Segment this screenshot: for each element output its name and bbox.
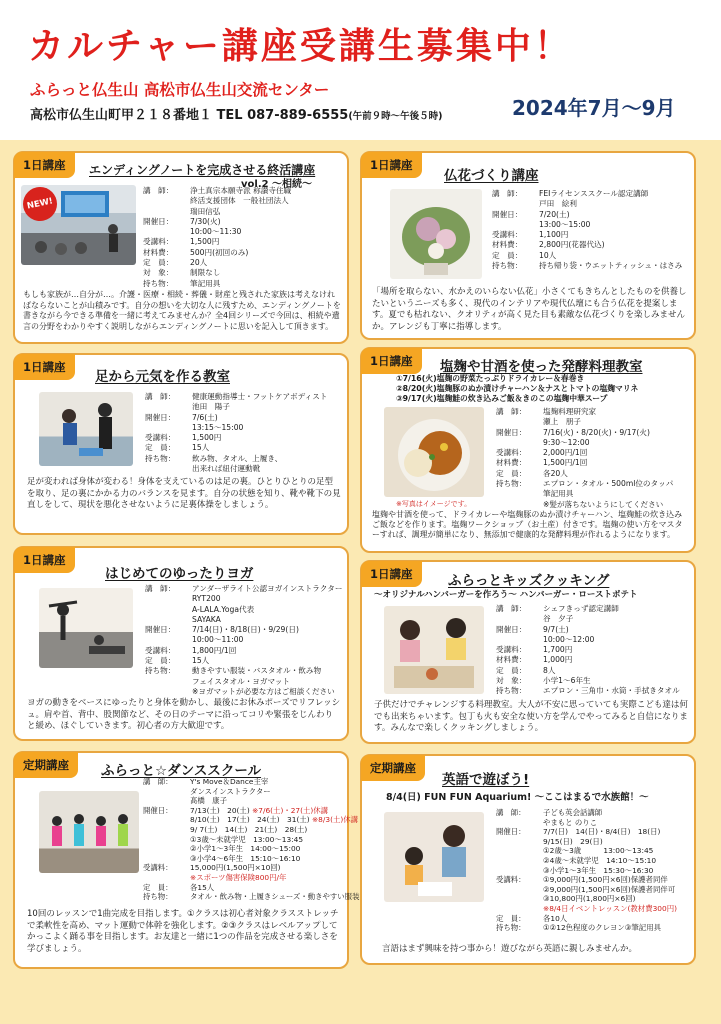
info-value: ①②12色程度のクレヨン③筆記用具 — [543, 923, 661, 933]
new-badge: NEW! — [20, 184, 60, 224]
yoga-figure-arms — [49, 602, 77, 606]
course-type-tag: 定期講座 — [14, 752, 78, 778]
info-key — [145, 464, 192, 474]
info-value: 塩麹料理研究家 — [543, 407, 597, 416]
organizer-name: ふらっと仏生山 高松市仏生山交流センター — [30, 81, 330, 99]
course-card-foot-health — [13, 353, 349, 535]
info-key — [143, 227, 190, 237]
info-key — [492, 220, 539, 230]
address-line — [30, 104, 443, 123]
info-key — [143, 854, 190, 864]
course-type-tag: 1日講座 — [14, 354, 75, 380]
course-title: エンディングノートを完成させる終活講座 — [89, 163, 316, 177]
info-key: 持ち物： — [496, 923, 526, 933]
info-key: 講 師： — [492, 189, 523, 198]
participant-figure — [98, 403, 112, 417]
dancer-costume — [74, 824, 84, 846]
dancer-costume — [118, 824, 128, 846]
info-value: 1,100円 — [539, 230, 569, 240]
course-info — [143, 777, 359, 902]
worksheet — [418, 882, 452, 896]
info-note: ※スポーツ傷害保険800円/年 — [190, 872, 287, 882]
info-key: 定 員： — [145, 443, 176, 453]
info-value: 小学1～6年生 — [543, 676, 591, 686]
teacher-body — [442, 847, 466, 877]
info-key: 受講料： — [145, 433, 176, 443]
info-value: SAYAKA — [192, 614, 221, 624]
info-key: 講 師： — [143, 777, 173, 786]
info-value: エプロン・タオル・500ml位のタッパ — [543, 479, 674, 489]
course-card-yoga — [13, 546, 349, 741]
info-key — [496, 417, 543, 427]
course-photo — [39, 588, 133, 668]
info-key: 講 師： — [143, 186, 174, 195]
info-value: エプロン・三角巾・水筒・手拭きタオル — [543, 686, 680, 696]
session-item: ①7/16(火)塩麹の野菜たっぷりドライカレー＆春巻き — [396, 374, 585, 383]
info-value: 15人 — [192, 443, 210, 453]
info-value: やまもと のりこ — [543, 817, 598, 827]
course-type-tag: 定期講座 — [361, 755, 425, 781]
info-key: 受講料： — [143, 863, 173, 873]
info-key: 持ち物： — [143, 892, 173, 902]
info-value: 20人 — [190, 258, 208, 268]
info-value: 持ち帰り袋・ウエットティッシュ・はさみ — [539, 261, 683, 271]
info-value: ②9,000円(1,500円×6回)保護者同伴可 — [543, 884, 676, 894]
info-value: 1,500円 — [192, 433, 222, 443]
info-key: 講 師： — [496, 808, 526, 817]
info-key: 講 師： — [145, 392, 176, 401]
info-key — [145, 677, 192, 687]
info-key — [496, 489, 543, 499]
info-key: 講 師： — [496, 407, 527, 416]
info-key: 対 象： — [143, 268, 174, 278]
info-key — [145, 594, 192, 604]
info-value: 2,000円/1回 — [543, 448, 588, 458]
info-value: 筆記用具 — [190, 278, 221, 288]
info-value: 13:00～15:00 — [539, 219, 591, 229]
vase — [424, 263, 448, 275]
info-value: 7/14(日)・8/18(日)・9/29(日) — [192, 625, 299, 635]
info-key — [145, 402, 192, 412]
course-title: はじめてのゆったりヨガ — [105, 566, 254, 582]
info-value: 9/15(日) 29(日) — [543, 836, 603, 846]
info-value: ③小学4～6年生 15:10～16:10 — [190, 853, 301, 863]
yoga-class-illustration — [39, 588, 133, 668]
info-value: 9/ 7(土) 14(土) 21(土) 28(土) — [190, 824, 308, 834]
info-key — [145, 635, 192, 645]
info-key — [496, 894, 543, 904]
info-value: A-LALA.Yoga代表 — [192, 604, 255, 614]
info-key: 開催日： — [145, 412, 176, 422]
course-description: 足が変われば身体が変わる！身体を支えているのは足の裏。ひとりひとりの足型を取り、足の裏にかかる力のバランスを見ます。自分の状態を知り、靴や靴下の見直しをして、現状を悪化させないように足裏体操をしましょう。 — [27, 477, 341, 510]
course-description: 塩麹や甘酒を使って、ドライカレーや塩麹豚のぬか漬けチャーハン、塩麹鮭の炊き込みご飯などを作ります。塩麹ワークショップ（お土産）付きです。塩麹の使い方をマスターすれば、調理が簡単になり、無添加で健康的な発酵料理が作れるようになります。 — [372, 510, 683, 540]
info-key: 受講料： — [496, 448, 527, 458]
course-type-tag: 1日講座 — [361, 152, 422, 178]
info-key — [496, 635, 543, 645]
course-subtitle: vol.2 ～相続～ — [241, 179, 313, 190]
info-key: 定 員： — [496, 913, 526, 923]
info-key: 定 員： — [143, 258, 174, 268]
info-value: タオル・飲み物・上履きシューズ・動きやすい服装 — [190, 892, 360, 902]
herb-garnish — [429, 454, 435, 460]
course-description: 言語はまず興味を持つ事から！遊びながら英語に親しみませんか。 — [382, 944, 638, 954]
info-value: ※ヨガマットが必要な方はご相談ください — [192, 686, 335, 696]
info-value: フェイスタオル・ヨガマット — [192, 676, 290, 686]
course-description: 10回のレッスンで1曲完成を目指します。①クラスは初心者対象クラスストレッチで柔軟性を高め、マット運動で体幹を強化します。②③クラスはレベルアップしてかっこよく踊る事を目指します。お友達と一緒に1つの作品を完成させる楽しさを学びましょう。 — [27, 909, 339, 954]
info-value: FEIライセンススクール認定講師 — [539, 189, 649, 198]
child-apron — [400, 640, 420, 662]
info-value: 戸田 絵利 — [539, 199, 577, 209]
info-value: 7/20(土) — [539, 209, 570, 219]
info-key — [496, 614, 543, 624]
info-key — [496, 866, 543, 876]
course-photo — [21, 185, 136, 265]
info-value: ①9,000円(1,500円×6回)保護者同伴 — [543, 875, 668, 885]
info-key — [145, 687, 192, 697]
info-value: 各20人 — [543, 468, 568, 478]
course-info — [496, 407, 673, 510]
dance-class-illustration — [39, 791, 139, 873]
info-key: 受講料： — [145, 645, 176, 655]
info-key — [143, 196, 190, 206]
course-title: ふらっとキッズクッキング — [448, 573, 610, 589]
info-key — [496, 904, 543, 914]
instructor-body — [63, 423, 77, 445]
course-card-fermented-cooking — [360, 347, 696, 553]
info-key: 定 員： — [143, 882, 173, 892]
hamburger-patty — [426, 668, 438, 680]
foot-scanner — [79, 448, 103, 456]
info-key: 開催日： — [496, 427, 527, 437]
info-key — [496, 500, 543, 510]
info-key — [492, 199, 539, 209]
info-value: 各10人 — [543, 913, 568, 923]
child-figure — [405, 847, 423, 865]
dancer-costume — [52, 826, 62, 846]
curry-dish-illustration — [384, 407, 484, 497]
info-key: 定 員： — [492, 250, 523, 260]
info-key: 持ち物： — [145, 453, 176, 463]
course-card-dance-school — [13, 751, 360, 969]
info-value: Y's Move＆Dance主宰 — [190, 777, 269, 786]
info-value: 健康運動指導士・フットケアボディスト — [192, 392, 328, 401]
info-key — [143, 873, 190, 883]
dancer-costume — [96, 826, 106, 846]
yoga-mat — [89, 646, 125, 654]
info-key: 定 員： — [496, 665, 527, 675]
info-value: RYT200 — [192, 594, 221, 604]
info-key: 定 員： — [145, 656, 176, 666]
info-key — [143, 207, 190, 217]
info-value: 13:15～15:00 — [192, 422, 244, 432]
course-type-tag: 1日講座 — [361, 348, 422, 374]
address-text: 高松市仏生山町甲２１８番地１ TEL 087-889-6555 — [30, 108, 349, 123]
info-key: 材料費： — [143, 247, 174, 257]
course-title: 英語で遊ぼう! — [442, 772, 530, 788]
info-key: 開催日： — [145, 625, 176, 635]
info-value: 9:30～12:00 — [543, 437, 590, 447]
info-key — [143, 787, 190, 797]
info-value: 浄土真宗本願寺派 称讃寺住職 — [190, 186, 292, 195]
course-card-kids-cooking — [360, 560, 696, 744]
course-photo — [39, 791, 139, 873]
schedule-period: 2024年7月～9月 — [512, 96, 676, 120]
info-key: 材料費： — [492, 240, 523, 250]
info-value: 制限なし — [190, 268, 221, 278]
info-value: 谷 夕子 — [543, 614, 574, 624]
screen-content — [65, 195, 105, 213]
info-key: 開催日： — [496, 827, 526, 837]
session-item: ③9/17(火)塩麹鮭の炊き込みご飯＆きのこの塩麹中華スープ — [396, 394, 608, 403]
page-header — [0, 0, 721, 140]
info-key: 材料費： — [496, 458, 527, 468]
course-photo — [390, 189, 482, 279]
info-value: 2,800円(花器代込) — [539, 240, 605, 250]
flower — [428, 243, 444, 259]
participant-figure — [94, 635, 104, 645]
info-key — [496, 885, 543, 895]
info-value: 8/10(土) 17(土) 24(土) 31(土) — [190, 815, 310, 825]
course-title: 塩麹や甘酒を使った発酵料理教室 — [440, 359, 643, 375]
course-card-buddhist-flowers — [360, 151, 696, 340]
audience-figure — [55, 243, 67, 255]
info-value: シェフきっず認定講師 — [543, 604, 619, 613]
info-note: ※8/4日イベントレッスン(教材費300円) — [543, 903, 677, 913]
rice — [404, 449, 432, 477]
info-value: 終活支援団体 一般社団法人 — [190, 196, 289, 206]
info-key — [145, 605, 192, 615]
info-value: 池田 陽子 — [192, 402, 230, 412]
info-key: 開催日： — [143, 216, 174, 226]
info-value: ※髪が落ちないようにしてください — [543, 499, 664, 509]
dancer-figure — [74, 814, 84, 824]
course-title: 足から元気を作る教室 — [95, 369, 230, 385]
session-item: ②8/20(火)塩麹豚のぬか漬けチャーハン＆ナスとトマトの塩麹マリネ — [396, 384, 639, 393]
info-value: 瑞田信弘 — [190, 206, 221, 216]
info-value: 7/6(土) — [192, 412, 218, 422]
info-key: 受講料： — [496, 645, 527, 655]
kids-cooking-illustration — [384, 606, 484, 694]
info-value: 8人 — [543, 665, 556, 675]
course-photo — [384, 812, 484, 902]
info-key — [496, 438, 543, 448]
course-card-english — [360, 754, 696, 965]
info-value: 動きやすい服装・バスタオル・飲み物 — [192, 666, 322, 676]
info-key: 受講料： — [143, 237, 174, 247]
info-key — [143, 844, 190, 854]
info-value: 髙橋 康子 — [190, 796, 227, 806]
teacher-figure — [443, 825, 465, 847]
info-key: 開催日： — [496, 624, 527, 634]
course-description: ヨガの動きをベースにゆったりと身体を動かし、最後にお休みポーズでリフレッシュ。肩や首、背中、股関節など、その日のテーマに沿ってコリや緊張をじんわりと緩め、ほぐしていきます。初心者の方大歓迎です。 — [27, 698, 341, 731]
info-key: 開催日： — [143, 805, 173, 815]
info-value: 10:00～11:30 — [190, 227, 242, 237]
info-value: ③10,800円(1,800円×6回) — [543, 894, 636, 904]
info-value: 500円(初回のみ) — [190, 247, 249, 257]
info-value: 子ども英会話講師 — [543, 808, 603, 817]
info-value: 15人 — [192, 656, 210, 666]
page-title: カルチャー講座受講生募集中！ — [28, 26, 573, 67]
info-key: 持ち物： — [496, 686, 527, 696]
dancer-figure — [118, 814, 128, 824]
info-note: ※7/6(土)・27(土)休講 — [252, 805, 329, 815]
info-note: ※8/3(土)休講 — [311, 815, 359, 825]
info-value: ②4歳～未就学児 14:10～15:10 — [543, 855, 657, 865]
course-type-tag: 1日講座 — [14, 547, 75, 573]
dancer-figure — [96, 816, 106, 826]
course-photo — [384, 606, 484, 694]
course-subtitle: ～オリジナルハンバーガーを作ろう～ ハンバーガー・ローストポテト — [374, 590, 638, 600]
speaker-figure — [108, 224, 118, 234]
info-value: 1,800円/1回 — [192, 645, 237, 655]
info-key — [143, 815, 190, 825]
info-key — [496, 856, 543, 866]
info-value: 1,500円/1回 — [543, 458, 588, 468]
info-value: アンダーザライト公認ヨガインストラクター — [192, 584, 343, 593]
info-key — [496, 846, 543, 856]
audience-figure — [75, 242, 87, 254]
office-hours: (午前９時～午後５時) — [348, 111, 443, 122]
info-key — [143, 796, 190, 806]
course-description: 「場所を取らない、水かえのいらない仏花」小さくてもきちんとしたものを供養したいというニーズも多く、現代のインテリアや現代仏壇にも合う仏花を提案します。夏でも枯れない、クオリティが高く見た目も素敵な仏花づくりを楽しみませんか。アレンジも丁寧に指導します。 — [372, 287, 687, 332]
info-value: ①3歳～未就学児 13:00～13:45 — [190, 834, 304, 844]
instructor-figure — [62, 409, 76, 423]
course-description: 子供だけでチャレンジする料理教室。大人が不安に思っていても実際こども達は何でも出来ちゃいます。包丁も火も安全な使い方を学んでやってみると自信になります。みんなで楽しくクッキングしましょう。 — [374, 700, 688, 733]
course-info — [496, 808, 677, 933]
info-key — [145, 423, 192, 433]
course-photo — [39, 392, 133, 466]
info-value: ②小学1～3年生 14:00～15:00 — [190, 844, 301, 854]
info-key: 受講料： — [496, 875, 526, 885]
info-value: 9/7(土) — [543, 624, 569, 634]
audience-figure — [35, 241, 47, 253]
info-value: 10人 — [539, 250, 557, 260]
info-value: ③小学1～3年生 15:30～16:30 — [543, 865, 654, 875]
info-key: 開催日： — [492, 209, 523, 219]
course-photo — [384, 407, 484, 497]
foot-check-illustration — [39, 392, 133, 466]
info-value: 各15人 — [190, 882, 215, 892]
course-info — [145, 584, 342, 697]
info-value: 10:00～11:00 — [192, 635, 244, 645]
course-subtitle: 8/4(日) FUN FUN Aquarium! ～ここはまるで水族館！～ — [386, 792, 649, 803]
info-key: 受講料： — [492, 230, 523, 240]
info-key — [145, 615, 192, 625]
info-value: 出来れば紐付運動靴 — [192, 464, 261, 474]
info-key: 持ち物： — [492, 261, 523, 271]
info-value: 7/16(火)・8/20(火)・9/17(火) — [543, 427, 650, 437]
egg-garnish — [440, 443, 448, 451]
info-key: 定 員： — [496, 468, 527, 478]
info-value: 1,500円 — [190, 237, 220, 247]
info-value: 15,000円(1,500円×10回) — [190, 863, 281, 873]
info-key: 持ち物： — [496, 479, 527, 489]
course-title: ふらっと☆ダンススクール — [101, 763, 262, 779]
info-value: 瀬上 朋子 — [543, 417, 581, 427]
photo-note: ※写真はイメージです。 — [396, 500, 472, 508]
course-description: もしも家族が…自分が…。介護・医療・相続・葬儀・財産と残された家族は考えなければならないことが山積みです。自分の想いを大切な人に残すため、エンディングノートを書きながら今できる準備を一緒に考えてみませんか？全4回シリーズで今回は、相続や遺言の分野をわかりやすく説明しながらエンディングノートに思いを記入して頂きます。 — [23, 290, 341, 331]
info-key: 対 象： — [496, 676, 527, 686]
session-list — [396, 374, 638, 404]
info-value: 1,000円 — [543, 655, 573, 665]
info-value: ダンスインストラクター — [190, 786, 271, 796]
info-key: 持ち物： — [143, 278, 174, 288]
info-key: 講 師： — [496, 604, 527, 613]
dancer-figure — [52, 816, 62, 826]
course-info — [496, 604, 680, 697]
info-key — [143, 825, 190, 835]
course-info — [145, 392, 327, 474]
child-figure — [400, 620, 420, 640]
participant-body — [99, 417, 112, 449]
info-value: ①2歳～3歳 13:00～13:45 — [543, 846, 654, 856]
child-figure — [446, 618, 466, 638]
flower-arrangement-illustration — [390, 189, 482, 279]
english-class-illustration — [384, 812, 484, 902]
info-key: 持ち物： — [145, 666, 176, 676]
info-key — [496, 818, 543, 828]
child-apron — [446, 638, 466, 660]
info-value: 7/30(火) — [190, 216, 221, 226]
info-key — [143, 835, 190, 845]
course-type-tag: 1日講座 — [361, 561, 422, 587]
info-key: 講 師： — [145, 584, 176, 593]
info-value: 10:00～12:00 — [543, 634, 595, 644]
info-value: 筆記用具 — [543, 489, 574, 499]
info-value: 飲み物、タオル、上履き、 — [192, 453, 283, 463]
course-info — [143, 186, 291, 289]
speaker-body — [109, 234, 118, 252]
info-key — [496, 837, 543, 847]
course-title: 仏花づくり講座 — [444, 168, 539, 184]
info-value: 1,700円 — [543, 645, 573, 655]
info-key: 材料費： — [496, 655, 527, 665]
info-value: 7/13(土) 20(土) — [190, 805, 250, 815]
course-info — [492, 189, 682, 271]
course-card-ending-note — [13, 151, 349, 344]
info-value: 7/7(日) 14(日)・8/4(日) 18(日) — [543, 827, 661, 837]
course-type-tag: 1日講座 — [14, 152, 75, 178]
